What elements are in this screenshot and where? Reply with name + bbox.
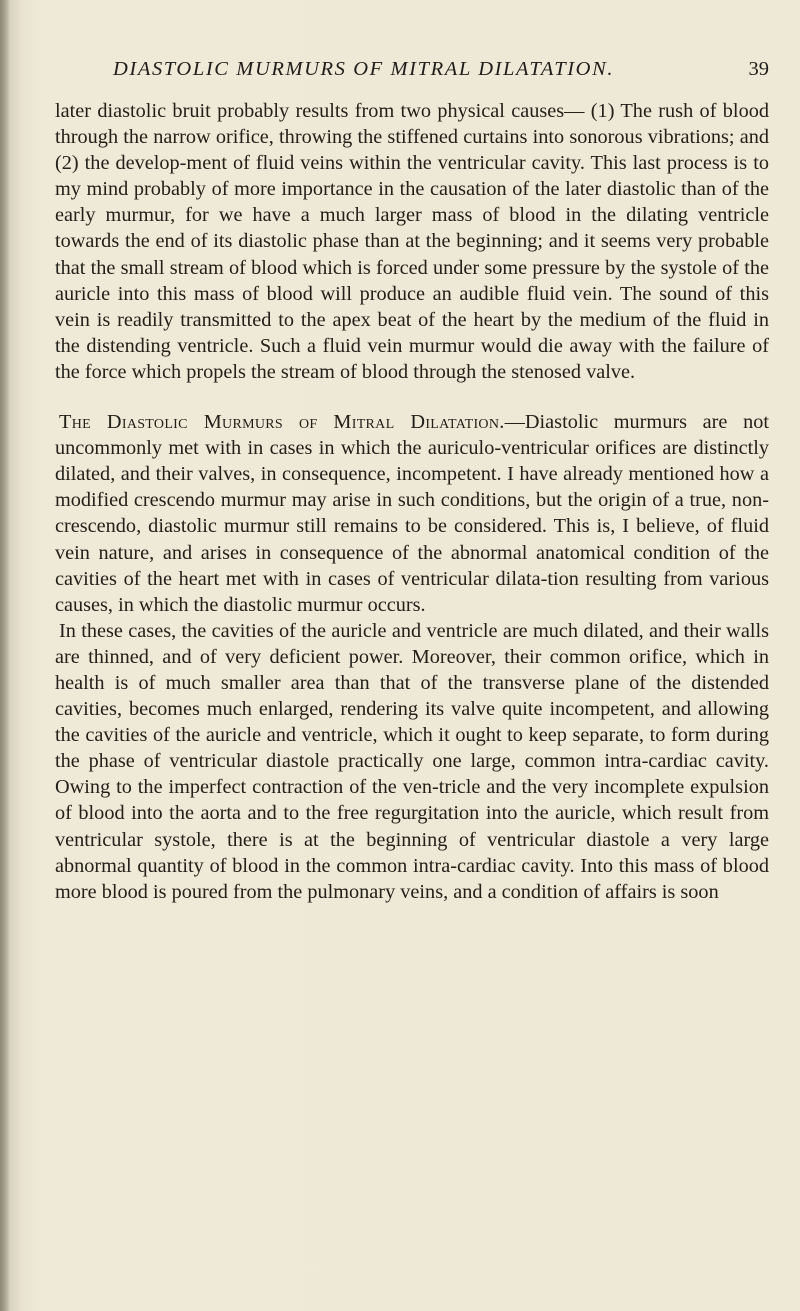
section-heading: The Diastolic Murmurs of Mitral Dilatation.	[59, 411, 505, 434]
body-text	[55, 98, 769, 905]
paragraph-2	[55, 409, 769, 618]
running-title: DIASTOLIC MURMURS OF MITRAL DILATATION.	[113, 58, 615, 80]
running-head	[113, 58, 769, 88]
page-number: 39	[748, 58, 769, 80]
paragraph-1-text: later diastolic bruit probably results from two physical causes— (1) The rush of blood through the narrow orifice, throwing the stiffened curtains into sonorous vibrations; and (2) the develop-ment of fluid veins within the ventricular cavity. This last process is to my mind probably of more importance in the causation of the later diastolic than of the early murmur, for we have a much larger mass of blood in the dilating ventricle towards the end of its diastolic phase than at the beginning; and it seems very probable that the small stream of blood which is forced under some pressure by the systole of the auricle into this mass of blood will produce an audible fluid vein. The sound of this vein is readily transmitted to the apex beat of the heart by the medium of the fluid in the distending ventricle. Such a fluid vein murmur would die away with the failure of the force which propels the stream of blood through the stenosed valve.	[55, 100, 769, 383]
section-break	[55, 385, 769, 409]
paragraph-3	[55, 618, 769, 905]
paragraph-1	[55, 98, 769, 385]
paragraph-3-text: In these cases, the cavities of the auricle and ventricle are much dilated, and their walls are thinned, and of very deficient power. Moreover, their common orifice, which in health is of much smaller area than that of the transverse plane of the distended cavities, becomes much enlarged, rendering its valve quite incompetent, and allowing the cavities of the auricle and ventricle, which it ought to keep separate, to form during the phase of ventricular diastole practically one large, common intra-cardiac cavity. Owing to the imperfect contraction of the ven-tricle and the very incomplete expulsion of blood into the aorta and to the free regurgitation into the auricle, which result from ventricular systole, there is at the beginning of ventricular diastole a very large abnormal quantity of blood in the common intra-cardiac cavity. Into this mass of blood more blood is poured from the pulmonary veins, and a condition of affairs is soon	[55, 619, 769, 903]
paragraph-2-text: —Diastolic murmurs are not uncommonly met with in cases in which the auriculo-ventricular orifices are distinctly dilated, and their valves, in consequence, incompetent. I have already mentioned how a modified crescendo murmur may arise in such conditions, but the origin of a true, non-crescendo, diastolic murmur still remains to be considered. This is, I believe, of fluid vein nature, and arises in consequence of the abnormal anatomical condition of the cavities of the heart met with in cases of ventricular dilata-tion resulting from various causes, in which the diastolic murmur occurs.	[55, 411, 769, 616]
binding-gutter-shadow	[0, 0, 10, 1311]
